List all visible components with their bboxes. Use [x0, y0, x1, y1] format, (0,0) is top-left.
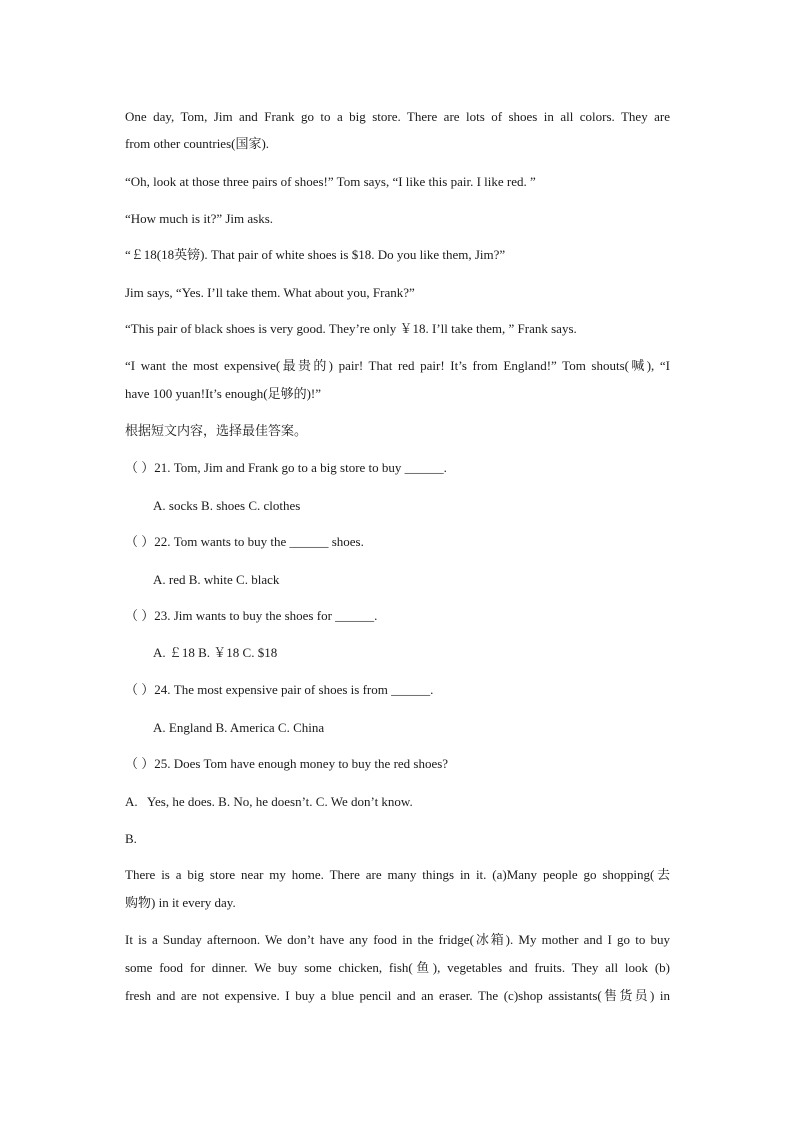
question-21-stem: （ ）21. Tom, Jim and Frank go to a big store to buy ______. [125, 460, 447, 475]
passage-b-paragraph-2-line-1: It is a Sunday afternoon. We don’t have any food in the fridge(冰箱). My mother and I go to buy [125, 932, 670, 947]
passage-b-paragraph-1-line-2: 购物) in it every day. [125, 895, 236, 910]
instruction-text: 根据短文内容，选择最佳答案。 [125, 423, 308, 438]
passage-b-paragraph-1-line-1: There is a big store near my home. There are many things in it. (a)Many people go shopping(去 [125, 867, 670, 882]
question-24-stem: （ ）24. The most expensive pair of shoes is from ______. [125, 682, 434, 697]
question-22-options: A. red B. white C. black [153, 572, 280, 587]
passage-a-paragraph-4: “￡18(18英镑). That pair of white shoes is $18. Do you like them, Jim?” [125, 247, 506, 262]
question-24-options: A. England B. America C. China [153, 720, 325, 735]
question-23-stem: （ ）23. Jim wants to buy the shoes for ______. [125, 608, 378, 623]
passage-a-paragraph-2: “Oh, look at those three pairs of shoes!” Tom says, “I like this pair. I like red. ” [125, 174, 536, 189]
passage-a-paragraph-5: Jim says, “Yes. I’ll take them. What about you, Frank?” [125, 285, 415, 300]
question-21-options: A. socks B. shoes C. clothes [153, 498, 301, 513]
passage-a-paragraph-7-line-2: have 100 yuan!It’s enough(足够的)!” [125, 386, 322, 401]
passage-a-paragraph-3: “How much is it?” Jim asks. [125, 211, 274, 226]
passage-b-paragraph-2-line-3: fresh and are not expensive. I buy a blue pencil and an eraser. The (c)shop assistants(售货员) in [125, 988, 670, 1003]
passage-a-paragraph-1-line-2: from other countries(国家). [125, 136, 270, 151]
passage-a-paragraph-7-line-1: “I want the most expensive(最贵的) pair! That red pair! It’s from England!” Tom shouts(喊), “I [125, 358, 670, 373]
question-25-options: A. Yes, he does. B. No, he doesn’t. C. We don’t know. [125, 794, 413, 809]
passage-b-paragraph-2-line-2: some food for dinner. We buy some chicken, fish(鱼), vegetables and fruits. They all look (b) [125, 960, 670, 975]
passage-a-paragraph-6: “This pair of black shoes is very good. They’re only ￥18. I’ll take them, ” Frank says. [125, 321, 577, 336]
passage-a-paragraph-1-line-1: One day, Tom, Jim and Frank go to a big store. There are lots of shoes in all colors. They are [125, 109, 670, 124]
section-b-label: B. [125, 831, 137, 846]
question-23-options: A. ￡18 B. ￥18 C. $18 [153, 645, 278, 660]
question-25-stem: （ ）25. Does Tom have enough money to buy the red shoes? [125, 756, 449, 771]
question-22-stem: （ ）22. Tom wants to buy the ______ shoes. [125, 534, 364, 549]
